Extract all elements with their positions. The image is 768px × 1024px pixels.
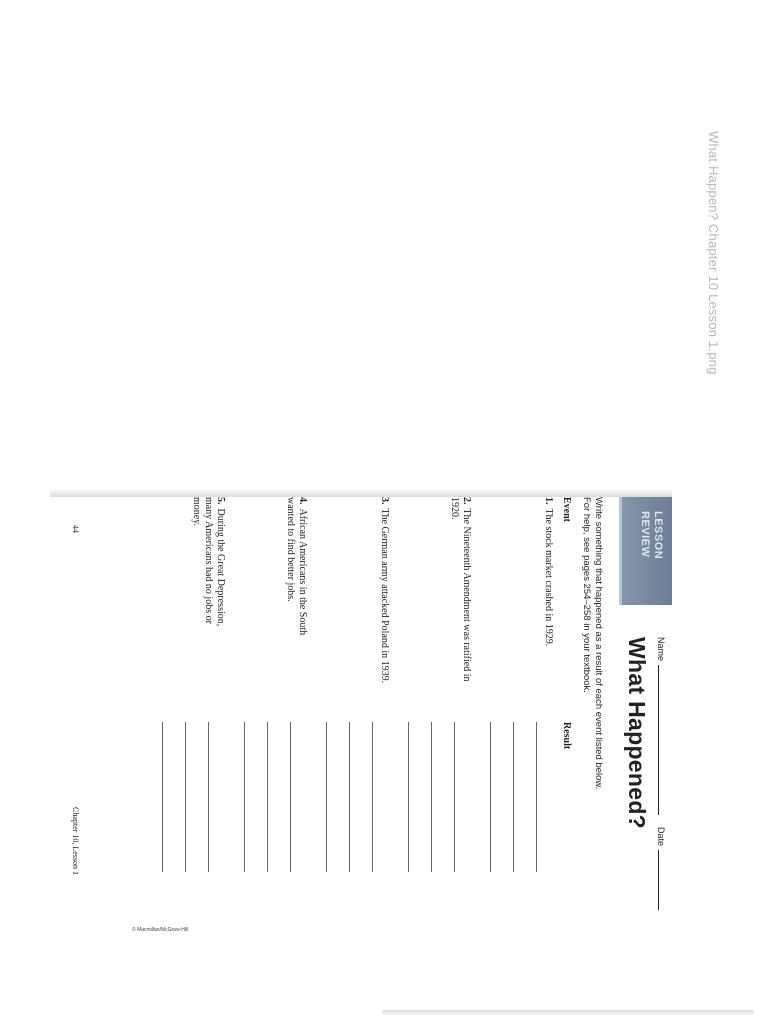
page-number: 44 — [71, 525, 80, 533]
date-label: Date — [656, 827, 666, 847]
event-number: 2. — [461, 497, 472, 505]
answer-line — [536, 722, 537, 872]
event-item-4 — [284, 497, 308, 647]
answer-line — [267, 722, 268, 872]
answer-line — [290, 722, 291, 872]
answer-line — [431, 722, 432, 872]
event-text: The Nineteenth Amendment was ratified in 1920. — [449, 497, 472, 682]
date-blank — [658, 850, 659, 910]
answer-line — [408, 722, 409, 872]
answer-line — [349, 722, 350, 872]
event-text: During the Great Depression, many Americans had no jobs or money. — [191, 497, 226, 627]
event-item-2 — [448, 497, 472, 697]
copyright-notice: © Macmillan/McGraw-Hill — [132, 927, 189, 933]
result-header: Result — [561, 722, 572, 750]
name-field — [656, 637, 666, 815]
answer-line — [490, 722, 491, 872]
chapter-label: Chapter 10, Lesson 1 — [71, 807, 80, 875]
event-number: 4. — [297, 497, 308, 505]
answer-line — [162, 722, 163, 872]
event-number: 1. — [543, 497, 554, 505]
name-blank — [658, 665, 659, 815]
lesson-review-ribbon — [619, 497, 672, 605]
answer-line — [454, 722, 455, 872]
date-field — [656, 827, 666, 910]
answer-line — [372, 722, 373, 872]
worksheet-page — [50, 497, 672, 1010]
ribbon-label: LESSON REVIEW — [639, 511, 664, 560]
answer-line — [244, 722, 245, 872]
event-text: African Americans in the South wanted to find better jobs. — [285, 497, 308, 636]
event-text: The German army attacked Poland in 1939. — [379, 508, 390, 684]
name-label: Name — [656, 637, 666, 662]
event-number: 5. — [215, 497, 226, 505]
event-item-1 — [542, 497, 554, 697]
event-header: Event — [561, 497, 572, 522]
answer-line — [326, 722, 327, 872]
event-text: The stock market crashed in 1929. — [543, 508, 554, 647]
instructions: Write something that happened as a result of each event listed below. For help, see pages 254–258 in your textbook. — [581, 497, 604, 790]
page-shadow-bottom — [382, 1010, 754, 1016]
event-number: 3. — [379, 497, 390, 505]
worksheet-title: What Happened? — [624, 637, 650, 830]
file-name-label: What Happen? Chapter 10 Lesson 1.png — [706, 131, 721, 375]
answer-line — [208, 722, 209, 872]
answer-line — [185, 722, 186, 872]
worksheet-content — [50, 497, 672, 1010]
answer-line — [513, 722, 514, 872]
event-item-3 — [378, 497, 390, 697]
event-item-5 — [190, 497, 226, 647]
